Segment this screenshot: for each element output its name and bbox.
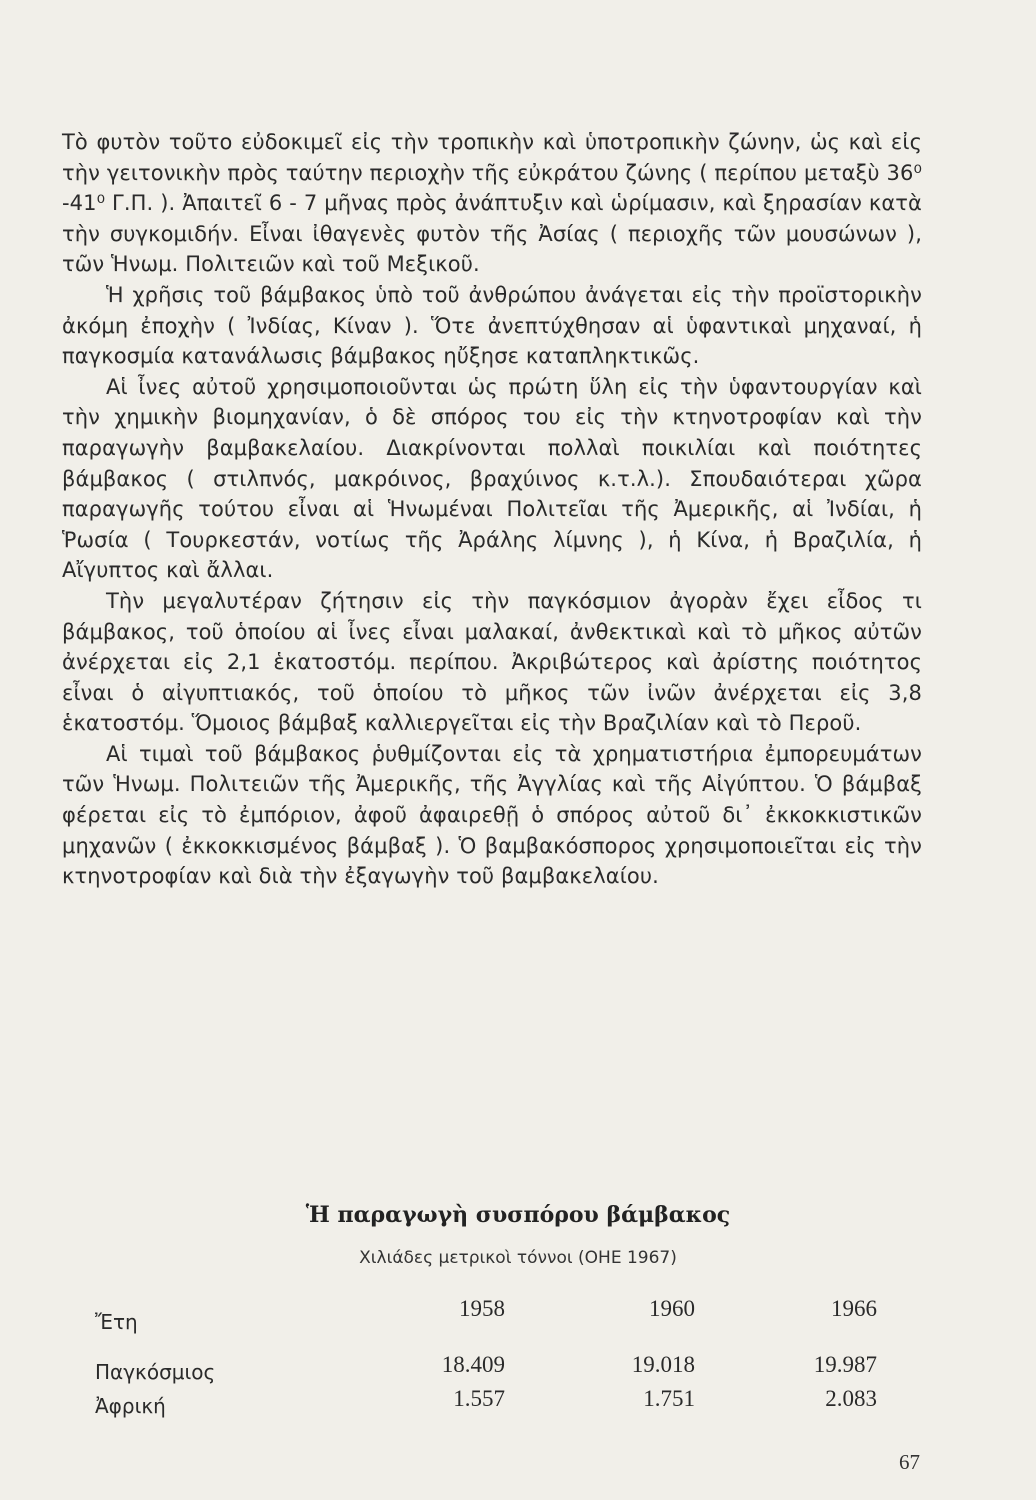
paragraph-1: Τὸ φυτὸν τοῦτο εὐδοκιμεῖ εἰς τὴν τροπικὴν καὶ ὑποτροπικὴν ζώνην, ὡς καὶ εἰς τὴν γειτονικὴν πρὸς ταύτην περιοχὴν τῆς εὐκράτου ζώνης ( περίπου μεταξὺ 36⁰ -41⁰ Γ.Π. ). Ἀπαιτεῖ 6 - 7 μῆνας πρὸς ἀνάπτυξιν καὶ ὡρίμασιν, καὶ ξηρασίαν κατὰ τὴν συγκομιδήν. Εἶναι ἰθαγενὲς φυτὸν τῆς Ἀσίας ( περιοχῆς τῶν μουσώνων ), τῶν Ἡνωμ. Πολιτειῶν καὶ τοῦ Μεξικοῦ. xyxy=(62,130,922,277)
table-subtitle: Χιλιάδες μετρικοὶ τόννοι (ΟΗΕ 1967) xyxy=(359,1248,677,1268)
world-1960-value: 19.018 xyxy=(631,1352,695,1377)
production-table xyxy=(95,1296,895,1424)
paragraph-4: Τὴν μεγαλυτέραν ζήτησιν εἰς τὴν παγκόσμιον ἀγορὰν ἔχει εἶδος τι βάμβακος, τοῦ ὁποίου αἱ ἶνες εἶναι μαλακαί, ἀνθεκτικαὶ καὶ τὸ μῆκος αὐτῶν ἀνέρχεται εἰς 2,1 ἑκατοστόμ. περίπου. Ἀκριβώτερος καὶ ἀρίστης ποιότητος εἶναι ὁ αἰγυπτιακός, τοῦ ὁποίου τὸ μῆκος τῶν ἰνῶν ἀνέρχεται εἰς 3,8 ἑκατοστόμ. Ὅμοιος βάμβαξ καλλιεργεῖται εἰς τὴν Βραζιλίαν καὶ τὸ Περοῦ. xyxy=(62,588,922,736)
row-label-world: Παγκόσμιος xyxy=(95,1360,216,1384)
year-1960: 1960 xyxy=(649,1296,695,1321)
paragraph-5: Αἱ τιμαὶ τοῦ βάμβακος ῥυθμίζονται εἰς τὰ χρηματιστήρια ἐμπορευμάτων τῶν Ἡνωμ. Πολιτειῶν τῆς Ἀμερικῆς, τῆς Ἀγγλίας καὶ τῆς Αἰγύπτου. Ὁ βάμβαξ φέρεται εἰς τὸ ἐμπόριον, ἀφοῦ ἀφαιρεθῇ ὁ σπόρος αὐτοῦ δι᾽ ἐκκοκκιστικῶν μηχανῶν ( ἐκκοκκισμένος βάμβαξ ). Ὁ βαμβακόσπορος χρησιμοποιεῖται εἰς τὴν κτηνοτροφίαν καὶ διὰ τὴν ἐξαγωγὴν τοῦ βαμβακελαίου. xyxy=(62,741,922,889)
years-label: Ἔτη xyxy=(95,1310,138,1334)
table-header-row xyxy=(95,1296,895,1336)
row-label-africa: Ἀφρική xyxy=(95,1394,166,1418)
paragraph-3: Αἱ ἶνες αὐτοῦ χρησιμοποιοῦνται ὡς πρώτη ὕλη εἰς τὴν ὑφαντουργίαν καὶ τὴν χημικὴν βιομηχανίαν, ὁ δὲ σπόρος του εἰς τὴν κτηνοτροφίαν καὶ τὴν παραγωγὴν βαμβακελαίου. Διακρίνονται πολλαὶ ποικιλίαι καὶ ποιότητες βάμβακος ( στιλπνός, μακρόινος, βραχύινος κ.τ.λ.). Σπουδαιότεραι χῶρα παραγωγῆς τούτου εἶναι αἱ Ἡνωμέναι Πολιτεῖαι τῆς Ἀμερικῆς, αἱ Ἰνδίαι, ἡ Ῥωσία ( Τουρκεστάν, νοτίως τῆς Ἀράλης λίμνης ), ἡ Κίνα, ἡ Βραζιλία, ἡ Αἴγυπτος καὶ ἄλλαι. xyxy=(62,374,922,583)
table-row-africa xyxy=(95,1384,895,1424)
africa-1960-value: 1.751 xyxy=(643,1386,695,1411)
africa-1958-value: 1.557 xyxy=(453,1386,505,1411)
africa-1966-value: 2.083 xyxy=(825,1386,877,1411)
paragraph-2: Ἡ χρῆσις τοῦ βάμβακος ὑπὸ τοῦ ἀνθρώπου ἀνάγεται εἰς τὴν προϊστορικὴν ἀκόμη ἐποχὴν ( Ἰνδίας, Κίναν ). Ὅτε ἀνεπτύχθησαν αἱ ὑφαντικαὶ μηχαναί, ἡ παγκοσμία κατανάλωσις βάμβακος ηὔξησε καταπληκτικῶς. xyxy=(62,282,922,369)
year-1966: 1966 xyxy=(831,1296,877,1321)
page-number: 67 xyxy=(899,1450,920,1474)
year-1958: 1958 xyxy=(459,1296,505,1321)
table-title: Ἡ παραγωγὴ συσπόρου βάμβακος xyxy=(305,1202,731,1228)
world-1966-value: 19.987 xyxy=(813,1352,877,1377)
world-1958-value: 18.409 xyxy=(441,1352,505,1377)
body-text xyxy=(62,127,922,892)
